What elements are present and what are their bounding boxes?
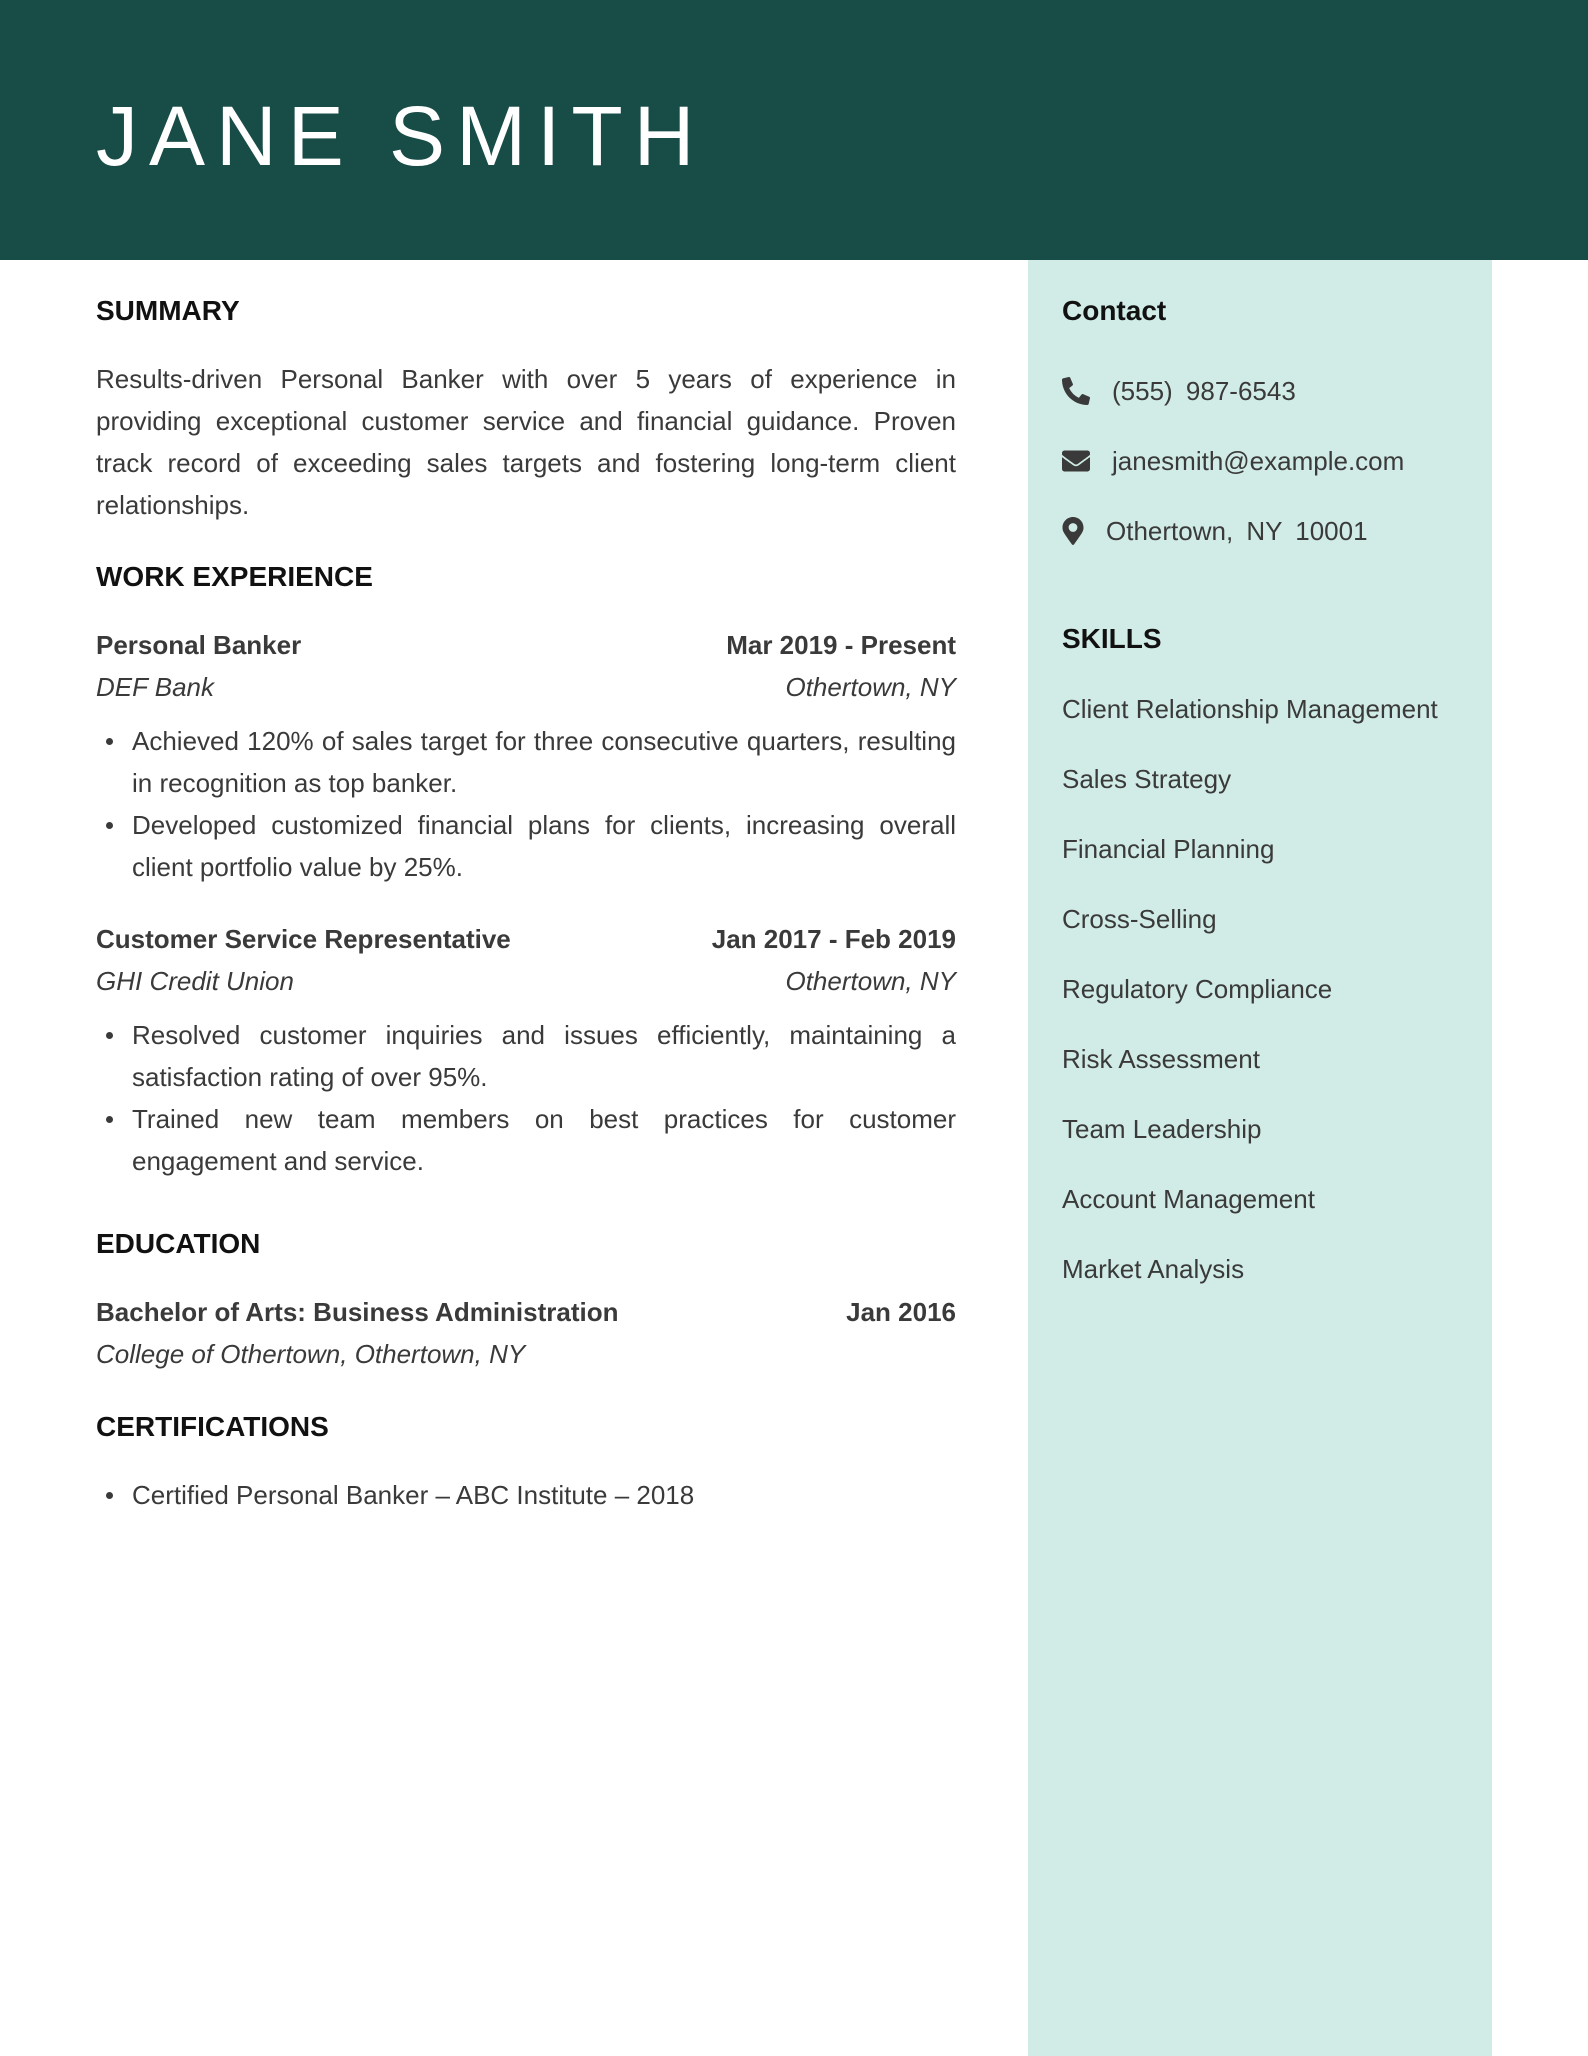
degree-date: Jan 2016 <box>846 1297 956 1327</box>
candidate-name: JANE SMITH <box>96 89 706 183</box>
list-item: Certified Personal Banker – ABC Institute – 2018 <box>132 1474 956 1516</box>
skills-list <box>1062 692 1438 1322</box>
job-location: Othertown, NY <box>785 966 956 996</box>
summary-section <box>96 294 956 526</box>
contact-location-text: Othertown, NY 10001 <box>1106 516 1368 546</box>
skill-item: Financial Planning <box>1062 834 1275 864</box>
summary-heading: SUMMARY <box>96 295 240 326</box>
degree-title: Bachelor of Arts: Business Administration <box>96 1297 619 1327</box>
skill-item: Market Analysis <box>1062 1254 1245 1284</box>
skill-item: Team Leadership <box>1062 1114 1262 1144</box>
contact-heading: Contact <box>1062 295 1167 326</box>
skill-item: Account Management <box>1062 1184 1315 1214</box>
list-item: Developed customized financial plans for clients, increasing overall client portfolio value by 25%. <box>132 804 956 888</box>
contact-phone-text: (555) 987-6543 <box>1112 376 1296 406</box>
job-title: Customer Service Representative <box>96 924 511 954</box>
job-entry <box>96 918 956 1182</box>
school-name: College of Othertown, Othertown, NY <box>96 1339 526 1369</box>
contact-email-text: janesmith@example.com <box>1112 446 1405 476</box>
skill-item: Cross-Selling <box>1062 904 1217 934</box>
certifications-heading: CERTIFICATIONS <box>96 1411 329 1442</box>
job-location: Othertown, NY <box>785 672 956 702</box>
list-item: Resolved customer inquiries and issues efficiently, maintaining a satisfaction rating of over 95%. <box>132 1014 956 1098</box>
skill-item: Regulatory Compliance <box>1062 974 1333 1004</box>
job-organization: DEF Bank <box>96 672 215 702</box>
job-bullets <box>96 1014 956 1182</box>
contact-location <box>1062 514 1368 548</box>
skills-heading: SKILLS <box>1062 623 1162 654</box>
experience-heading: WORK EXPERIENCE <box>96 561 373 592</box>
certifications-section <box>96 1410 956 1516</box>
job-entry <box>96 624 956 888</box>
skill-item: Sales Strategy <box>1062 764 1232 794</box>
contact-email <box>1062 444 1404 478</box>
sidebar-panel <box>1028 260 1492 2056</box>
envelope-icon <box>1062 447 1090 475</box>
certifications-list <box>96 1474 956 1516</box>
resume-header <box>0 0 1588 260</box>
skill-item: Client Relationship Management <box>1062 694 1438 724</box>
job-dates: Jan 2017 - Feb 2019 <box>711 924 956 954</box>
map-marker-icon <box>1062 517 1084 545</box>
experience-section <box>96 560 956 1182</box>
education-heading: EDUCATION <box>96 1228 261 1259</box>
job-organization: GHI Credit Union <box>96 966 294 996</box>
phone-icon <box>1062 377 1090 405</box>
job-dates: Mar 2019 - Present <box>726 630 956 660</box>
skill-item: Risk Assessment <box>1062 1044 1260 1074</box>
list-item: Trained new team members on best practices for customer engagement and service. <box>132 1098 956 1182</box>
job-bullets <box>96 720 956 888</box>
job-title: Personal Banker <box>96 630 302 660</box>
summary-text: Results-driven Personal Banker with over 5 years of experience in providing exceptional customer service and financial guidance. Proven track record of exceeding sales targets and fostering long-term client relationships. <box>96 364 956 520</box>
list-item: Achieved 120% of sales target for three consecutive quarters, resulting in recognition as top banker. <box>132 720 956 804</box>
contact-phone <box>1062 374 1296 408</box>
education-section <box>96 1227 956 1375</box>
